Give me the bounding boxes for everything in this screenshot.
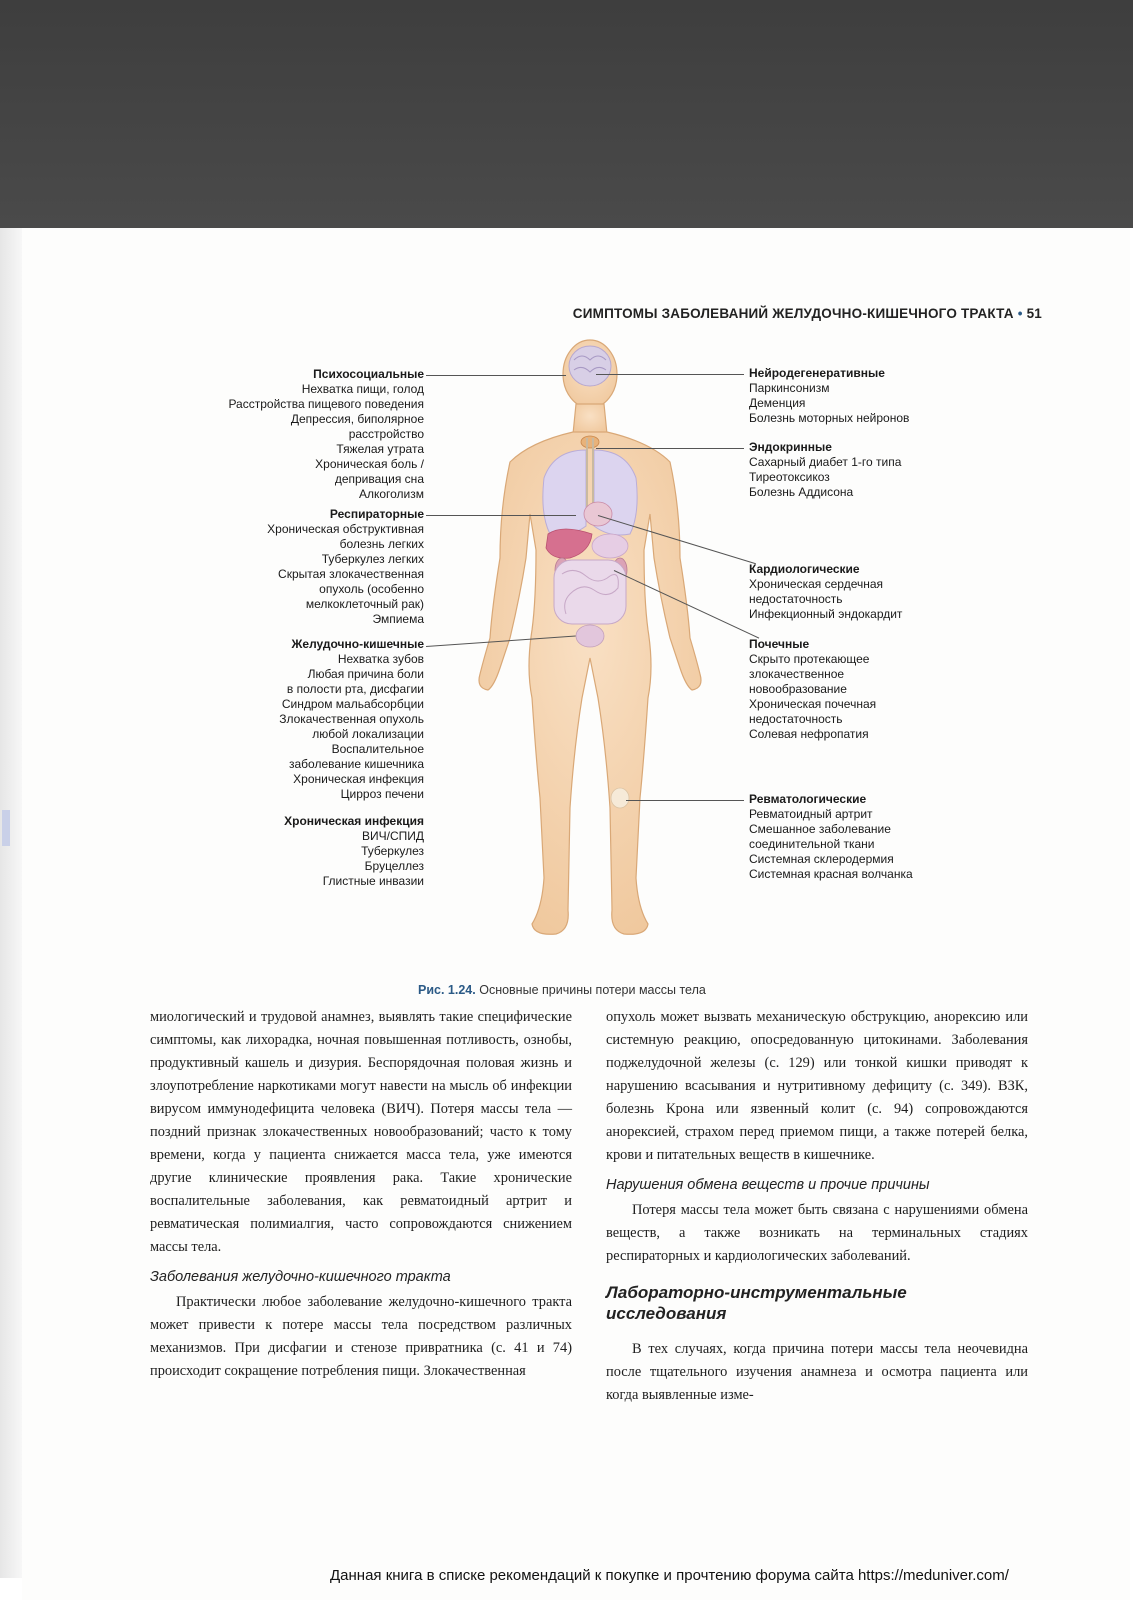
label-line: Ревматоидный артрит <box>749 807 873 821</box>
label-line: Сахарный диабет 1-го типа <box>749 455 902 469</box>
label-line: соединительной ткани <box>749 837 875 851</box>
label-line: мелкоклеточный рак) <box>305 597 424 611</box>
label-line: новообразование <box>749 682 847 696</box>
label-line: Хроническая сердечная <box>749 577 884 591</box>
running-head-title: СИМПТОМЫ ЗАБОЛЕВАНИЙ ЖЕЛУДОЧНО-КИШЕЧНОГО ТРАКТА <box>572 306 1014 321</box>
label-line: Нехватка зубов <box>337 652 424 666</box>
label-line: Системная красная волчанка <box>749 867 913 881</box>
label-line: Болезнь Аддисона <box>749 485 854 499</box>
paragraph: миологический и трудовой анамнез, выявлять такие специфические симптомы, как лихорадка, ночная повышенная потливость, ознобы, продуктивный кашель и дизурия. Беспорядочная половая жизнь и злоупотребление наркотиками могут навести на мысль об инфекции вирусом иммунодефицита человека (ВИЧ). Потеря массы тела — поздний признак злокачественных новообразований; часто к тому времени, когда у пациента снижается масса тела, уже имеются другие клинические проявления рака. Такие хронические воспалительные заболевания, как ревматоидный артрит и ревматическая полимиалгия, часто сопровождаются снижением массы тела. <box>150 1009 572 1255</box>
label-gastrointestinal <box>150 637 424 802</box>
label-line: Злокачественная опухоль <box>279 712 424 726</box>
label-line: заболевание кишечника <box>288 757 424 771</box>
label-line: болезнь легких <box>339 537 424 551</box>
label-cardiological-title: Кардиологические <box>749 562 860 576</box>
brain-icon <box>569 346 611 386</box>
label-renal <box>749 637 1029 742</box>
label-neurodegenerative-title: Нейродегенеративные <box>749 366 885 380</box>
label-line: в полости рта, дисфагии <box>286 682 424 696</box>
bladder-icon <box>576 625 604 647</box>
label-line: депривация сна <box>334 472 424 486</box>
label-line: Хроническая инфекция <box>293 772 424 786</box>
label-line: Цирроз печени <box>340 787 424 801</box>
running-head <box>380 306 1042 321</box>
label-line: Скрыто протекающее <box>749 652 870 666</box>
figure-caption <box>418 983 706 997</box>
label-line: Эмпиема <box>372 612 424 626</box>
label-line: Расстройства пищевого поведения <box>228 397 424 411</box>
label-rheumatological-title: Ревматологические <box>749 792 867 806</box>
label-line: Хроническая боль / <box>315 457 424 471</box>
paragraph: В тех случаях, когда причина потери массы тела неочевидна после тщательного изучения анамнеза и осмотра пациента или когда выявленные изме- <box>606 1341 1028 1403</box>
label-line: недостаточность <box>749 592 843 606</box>
label-chronic-infection <box>150 814 424 889</box>
label-line: Воспалительное <box>331 742 424 756</box>
label-line: недостаточность <box>749 712 843 726</box>
thyroid-icon <box>581 436 599 448</box>
label-line: Глистные инвазии <box>322 874 424 888</box>
label-line: злокачественное <box>749 667 845 681</box>
text-column-left <box>150 1006 572 1383</box>
label-line: Синдром мальабсорбции <box>281 697 424 711</box>
section-heading: Лабораторно-инструментальные исследования <box>606 1283 907 1323</box>
label-endocrine <box>749 440 1029 500</box>
label-line: Солевая нефропатия <box>749 727 869 741</box>
label-line: Болезнь моторных нейронов <box>749 411 910 425</box>
label-line: Паркинсонизм <box>749 381 830 395</box>
label-line: Системная склеродермия <box>749 852 894 866</box>
label-line: Деменция <box>749 396 806 410</box>
label-rheumatological <box>749 792 1029 882</box>
label-cardiological <box>749 562 1029 622</box>
text-column-right <box>606 1006 1028 1407</box>
subheading: Заболевания желудочно-кишечного тракта <box>150 1269 451 1285</box>
page-number: 51 <box>1026 306 1042 321</box>
paragraph: Практически любое заболевание желудочно-кишечного тракта может привести к потере массы тела посредством различных механизмов. При дисфагии и стенозе привратника (с. 41 и 74) происходит сокращение потребления пищи. Злокачественная <box>150 1294 572 1379</box>
label-line: Тяжелая утрата <box>336 442 424 456</box>
label-line: Скрытая злокачественная <box>278 567 424 581</box>
subheading: Нарушения обмена веществ и прочие причины <box>606 1177 930 1193</box>
label-line: Любая причина боли <box>307 667 424 681</box>
knee-joint-icon <box>611 788 629 808</box>
leader-resp <box>426 515 576 516</box>
label-line: опухоль (особенно <box>319 582 424 596</box>
paragraph: Потеря массы тела может быть связана с нарушениями обмена веществ, а также возникать на терминальных стадиях респираторных и кардиологических заболеваний. <box>606 1202 1028 1264</box>
label-chronic-infection-title: Хроническая инфекция <box>284 814 424 828</box>
adjacent-page-edge <box>0 228 22 1578</box>
stomach-icon <box>592 534 628 558</box>
label-line: Туберкулез легких <box>321 552 424 566</box>
label-neurodegenerative <box>749 366 1029 426</box>
adjacent-page-color-tab <box>2 810 10 846</box>
label-respiratory <box>150 507 424 627</box>
label-line: Тиреотоксикоз <box>749 470 830 484</box>
label-respiratory-title: Респираторные <box>329 507 424 521</box>
leader-rheum <box>626 800 744 801</box>
leader-psycho <box>426 375 566 376</box>
label-gastrointestinal-title: Желудочно-кишечные <box>291 637 424 651</box>
paragraph: опухоль может вызвать механическую обструкцию, анорексию или системную реакцию, опосредованную цитокинами. Заболевания поджелудочной железы (с. 129) или тонкой кишки приводят к нарушению всасывания и нутритивному дефициту (с. 349). ВЗК, болезнь Крона или язвенный колит (с. 94) сопровождаются анорексией, страхом перед приемом пищи, а также потерей белка, крови и питательных веществ в кишечнике. <box>606 1009 1028 1163</box>
figure-caption-text: Основные причины потери массы тела <box>479 983 706 997</box>
figure-caption-label: Рис. 1.24. <box>418 983 476 997</box>
label-psychosocial-title: Психосоциальные <box>313 367 424 381</box>
body-figure <box>470 338 710 948</box>
label-line: расстройство <box>348 427 424 441</box>
label-line: Нехватка пищи, голод <box>301 382 424 396</box>
footer-note: Данная книга в списке рекомендаций к покупке и прочтению форума сайта https://meduniver.com/ <box>330 1567 1009 1584</box>
label-line: Туберкулез <box>361 844 424 858</box>
leader-endo <box>596 448 744 449</box>
label-line: Бруцеллез <box>364 859 424 873</box>
scanner-dark-band <box>0 0 1133 228</box>
label-line: Алкоголизм <box>358 487 424 501</box>
label-line: любой локализации <box>312 727 424 741</box>
running-head-bullet: • <box>1017 306 1023 321</box>
leader-neuro <box>596 374 744 375</box>
label-line: Смешанное заболевание <box>749 822 891 836</box>
label-renal-title: Почечные <box>749 637 810 651</box>
label-line: Инфекционный эндокардит <box>749 607 903 621</box>
label-line: Хроническая обструктивная <box>267 522 424 536</box>
label-psychosocial <box>150 367 424 502</box>
label-line: Хроническая почечная <box>749 697 877 711</box>
label-line: Депрессия, биполярное <box>290 412 424 426</box>
label-line: ВИЧ/СПИД <box>361 829 424 843</box>
label-endocrine-title: Эндокринные <box>749 440 832 454</box>
